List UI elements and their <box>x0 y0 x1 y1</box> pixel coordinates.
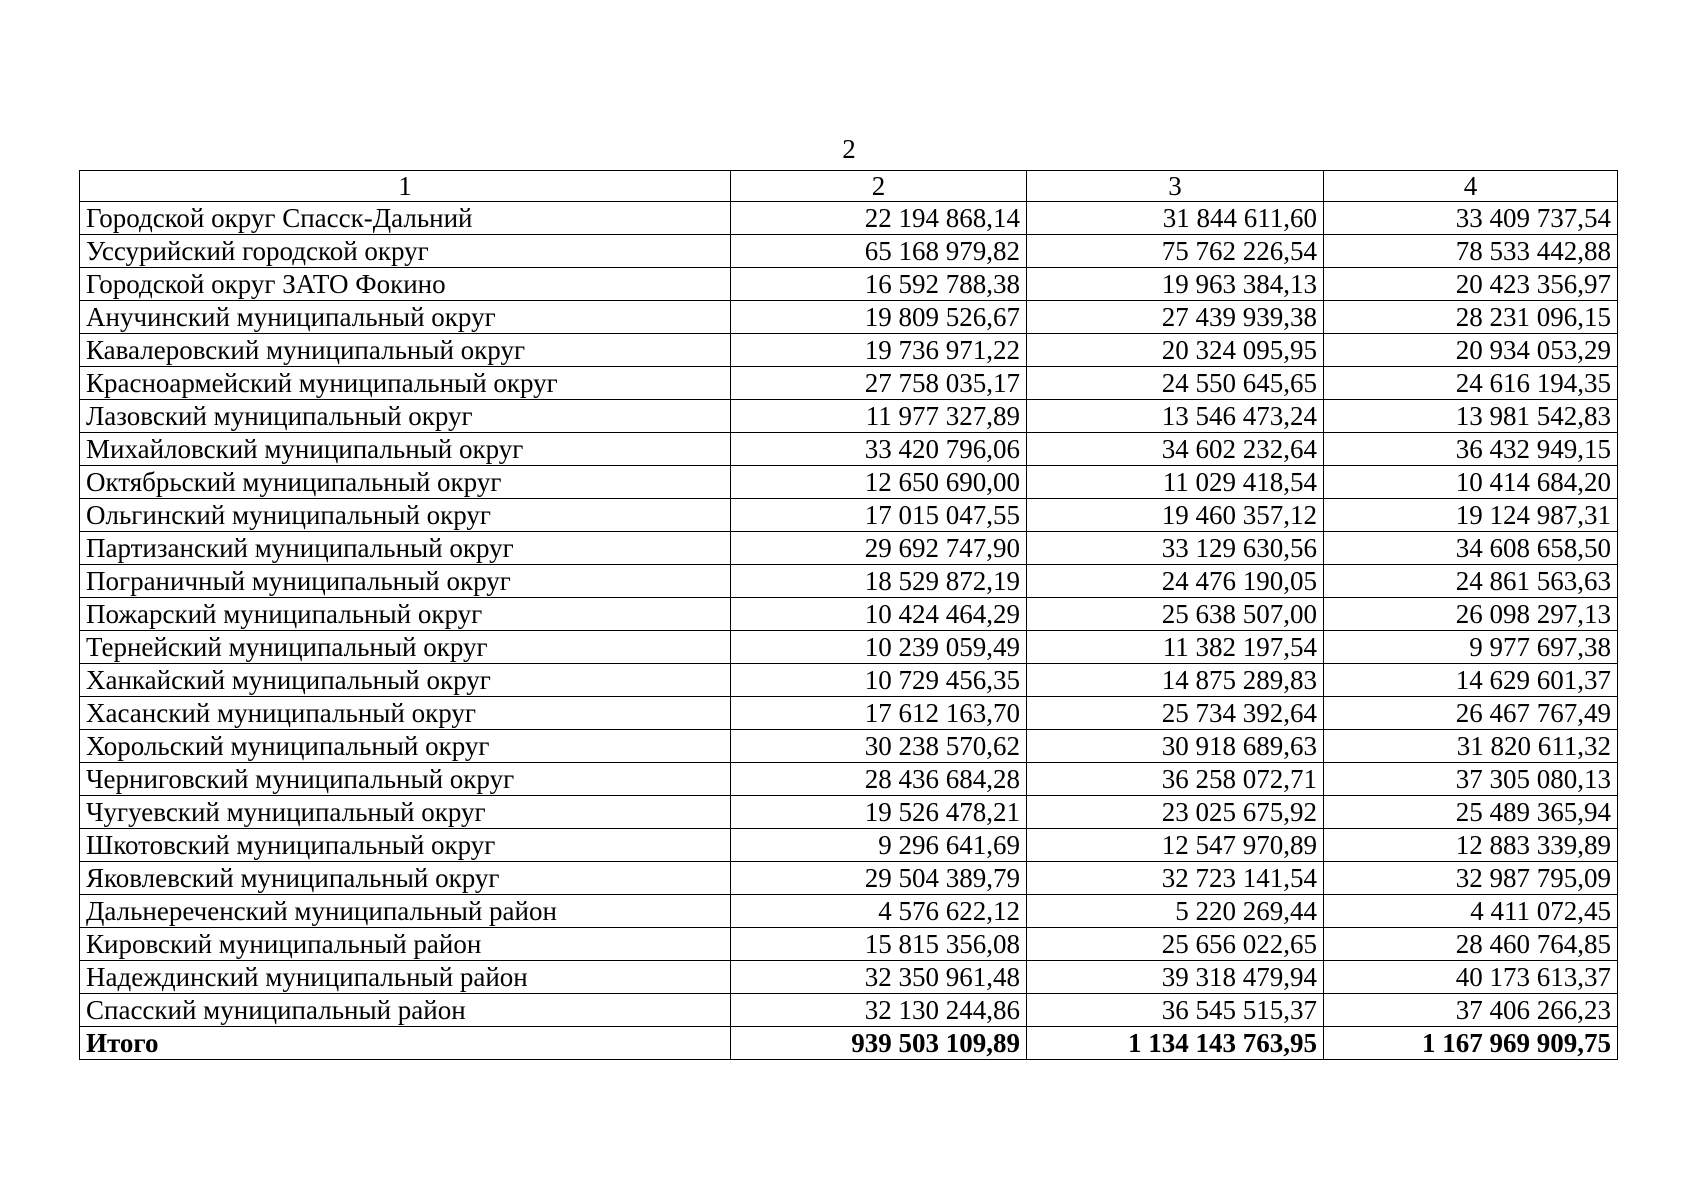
municipality-name: Тернейский муниципальный округ <box>80 631 731 664</box>
table-row <box>80 202 1618 235</box>
table-row <box>80 928 1618 961</box>
value-col-2: 29 504 389,79 <box>731 862 1027 895</box>
table-row <box>80 697 1618 730</box>
value-col-3: 5 220 269,44 <box>1027 895 1324 928</box>
municipality-name: Кавалеровский муниципальный округ <box>80 334 731 367</box>
table-row <box>80 730 1618 763</box>
value-col-3: 25 656 022,65 <box>1027 928 1324 961</box>
table-row <box>80 565 1618 598</box>
municipality-name: Уссурийский городской округ <box>80 235 731 268</box>
value-col-2: 10 239 059,49 <box>731 631 1027 664</box>
table-header-row <box>80 171 1618 202</box>
municipality-name: Шкотовский муниципальный округ <box>80 829 731 862</box>
value-col-2: 19 736 971,22 <box>731 334 1027 367</box>
value-col-3: 24 550 645,65 <box>1027 367 1324 400</box>
municipality-name: Надеждинский муниципальный район <box>80 961 731 994</box>
value-col-3: 27 439 939,38 <box>1027 301 1324 334</box>
value-col-3: 11 382 197,54 <box>1027 631 1324 664</box>
value-col-4: 26 467 767,49 <box>1324 697 1618 730</box>
value-col-4: 33 409 737,54 <box>1324 202 1618 235</box>
municipality-name: Михайловский муниципальный округ <box>80 433 731 466</box>
value-col-4: 12 883 339,89 <box>1324 829 1618 862</box>
value-col-4: 20 423 356,97 <box>1324 268 1618 301</box>
table-row <box>80 499 1618 532</box>
value-col-2: 22 194 868,14 <box>731 202 1027 235</box>
value-col-4: 25 489 365,94 <box>1324 796 1618 829</box>
value-col-2: 10 424 464,29 <box>731 598 1027 631</box>
table-row <box>80 268 1618 301</box>
municipality-name: Партизанский муниципальный округ <box>80 532 731 565</box>
value-col-3: 36 545 515,37 <box>1027 994 1324 1027</box>
value-col-2: 30 238 570,62 <box>731 730 1027 763</box>
column-header: 2 <box>731 171 1027 202</box>
table-row <box>80 895 1618 928</box>
value-col-4: 10 414 684,20 <box>1324 466 1618 499</box>
table-row <box>80 367 1618 400</box>
value-col-4: 14 629 601,37 <box>1324 664 1618 697</box>
value-col-4: 13 981 542,83 <box>1324 400 1618 433</box>
value-col-4: 24 861 563,63 <box>1324 565 1618 598</box>
value-col-3: 24 476 190,05 <box>1027 565 1324 598</box>
value-col-3: 25 734 392,64 <box>1027 697 1324 730</box>
value-col-4: 19 124 987,31 <box>1324 499 1618 532</box>
value-col-4: 28 231 096,15 <box>1324 301 1618 334</box>
value-col-2: 4 576 622,12 <box>731 895 1027 928</box>
table-row <box>80 532 1618 565</box>
table-row <box>80 961 1618 994</box>
value-col-4: 26 098 297,13 <box>1324 598 1618 631</box>
value-col-3: 39 318 479,94 <box>1027 961 1324 994</box>
value-col-3: 20 324 095,95 <box>1027 334 1324 367</box>
table-row <box>80 598 1618 631</box>
value-col-3: 30 918 689,63 <box>1027 730 1324 763</box>
total-value-col-3: 1 134 143 763,95 <box>1027 1027 1324 1060</box>
table-row <box>80 763 1618 796</box>
municipality-name: Хасанский муниципальный округ <box>80 697 731 730</box>
table-row <box>80 994 1618 1027</box>
value-col-3: 13 546 473,24 <box>1027 400 1324 433</box>
value-col-4: 34 608 658,50 <box>1324 532 1618 565</box>
municipality-name: Октябрьский муниципальный округ <box>80 466 731 499</box>
total-value-col-2: 939 503 109,89 <box>731 1027 1027 1060</box>
value-col-2: 28 436 684,28 <box>731 763 1027 796</box>
total-row <box>80 1027 1618 1060</box>
municipality-name: Черниговский муниципальный округ <box>80 763 731 796</box>
value-col-3: 34 602 232,64 <box>1027 433 1324 466</box>
value-col-3: 11 029 418,54 <box>1027 466 1324 499</box>
value-col-2: 27 758 035,17 <box>731 367 1027 400</box>
value-col-2: 12 650 690,00 <box>731 466 1027 499</box>
table-row <box>80 334 1618 367</box>
value-col-4: 4 411 072,45 <box>1324 895 1618 928</box>
value-col-3: 23 025 675,92 <box>1027 796 1324 829</box>
column-header: 4 <box>1324 171 1618 202</box>
municipality-name: Яковлевский муниципальный округ <box>80 862 731 895</box>
value-col-4: 20 934 053,29 <box>1324 334 1618 367</box>
column-header: 1 <box>80 171 731 202</box>
municipality-name: Хорольский муниципальный округ <box>80 730 731 763</box>
municipality-name: Красноармейский муниципальный округ <box>80 367 731 400</box>
value-col-2: 33 420 796,06 <box>731 433 1027 466</box>
value-col-2: 10 729 456,35 <box>731 664 1027 697</box>
table-row <box>80 796 1618 829</box>
page-number: 2 <box>842 134 856 164</box>
column-header: 3 <box>1027 171 1324 202</box>
municipality-name: Пограничный муниципальный округ <box>80 565 731 598</box>
value-col-3: 31 844 611,60 <box>1027 202 1324 235</box>
value-col-4: 37 406 266,23 <box>1324 994 1618 1027</box>
total-value-col-4: 1 167 969 909,75 <box>1324 1027 1618 1060</box>
municipality-name: Пожарский муниципальный округ <box>80 598 731 631</box>
table-row <box>80 862 1618 895</box>
table-row <box>80 433 1618 466</box>
municipality-name: Анучинский муниципальный округ <box>80 301 731 334</box>
value-col-2: 11 977 327,89 <box>731 400 1027 433</box>
value-col-3: 14 875 289,83 <box>1027 664 1324 697</box>
value-col-3: 32 723 141,54 <box>1027 862 1324 895</box>
value-col-3: 33 129 630,56 <box>1027 532 1324 565</box>
value-col-2: 32 130 244,86 <box>731 994 1027 1027</box>
value-col-3: 19 963 384,13 <box>1027 268 1324 301</box>
table-row <box>80 400 1618 433</box>
municipality-name: Городской округ ЗАТО Фокино <box>80 268 731 301</box>
value-col-2: 17 612 163,70 <box>731 697 1027 730</box>
total-label: Итого <box>80 1027 731 1060</box>
value-col-3: 75 762 226,54 <box>1027 235 1324 268</box>
value-col-4: 78 533 442,88 <box>1324 235 1618 268</box>
municipality-name: Лазовский муниципальный округ <box>80 400 731 433</box>
value-col-2: 18 529 872,19 <box>731 565 1027 598</box>
value-col-4: 37 305 080,13 <box>1324 763 1618 796</box>
value-col-2: 65 168 979,82 <box>731 235 1027 268</box>
table-row <box>80 301 1618 334</box>
budget-table <box>79 170 1618 1060</box>
value-col-2: 9 296 641,69 <box>731 829 1027 862</box>
table-row <box>80 664 1618 697</box>
municipality-name: Городской округ Спасск-Дальний <box>80 202 731 235</box>
value-col-3: 12 547 970,89 <box>1027 829 1324 862</box>
value-col-4: 31 820 611,32 <box>1324 730 1618 763</box>
value-col-2: 19 526 478,21 <box>731 796 1027 829</box>
value-col-4: 36 432 949,15 <box>1324 433 1618 466</box>
value-col-4: 9 977 697,38 <box>1324 631 1618 664</box>
table-row <box>80 829 1618 862</box>
value-col-2: 15 815 356,08 <box>731 928 1027 961</box>
value-col-2: 32 350 961,48 <box>731 961 1027 994</box>
value-col-3: 25 638 507,00 <box>1027 598 1324 631</box>
municipality-name: Ольгинский муниципальный округ <box>80 499 731 532</box>
value-col-3: 36 258 072,71 <box>1027 763 1324 796</box>
value-col-3: 19 460 357,12 <box>1027 499 1324 532</box>
municipality-name: Кировский муниципальный район <box>80 928 731 961</box>
municipality-name: Дальнереченский муниципальный район <box>80 895 731 928</box>
value-col-2: 19 809 526,67 <box>731 301 1027 334</box>
municipality-name: Спасский муниципальный район <box>80 994 731 1027</box>
value-col-2: 17 015 047,55 <box>731 499 1027 532</box>
value-col-4: 40 173 613,37 <box>1324 961 1618 994</box>
value-col-4: 28 460 764,85 <box>1324 928 1618 961</box>
value-col-4: 32 987 795,09 <box>1324 862 1618 895</box>
value-col-2: 16 592 788,38 <box>731 268 1027 301</box>
table-body <box>80 171 1618 1060</box>
value-col-4: 24 616 194,35 <box>1324 367 1618 400</box>
table-row <box>80 235 1618 268</box>
table-row <box>80 631 1618 664</box>
value-col-2: 29 692 747,90 <box>731 532 1027 565</box>
municipality-name: Чугуевский муниципальный округ <box>80 796 731 829</box>
municipality-name: Ханкайский муниципальный округ <box>80 664 731 697</box>
table-row <box>80 466 1618 499</box>
